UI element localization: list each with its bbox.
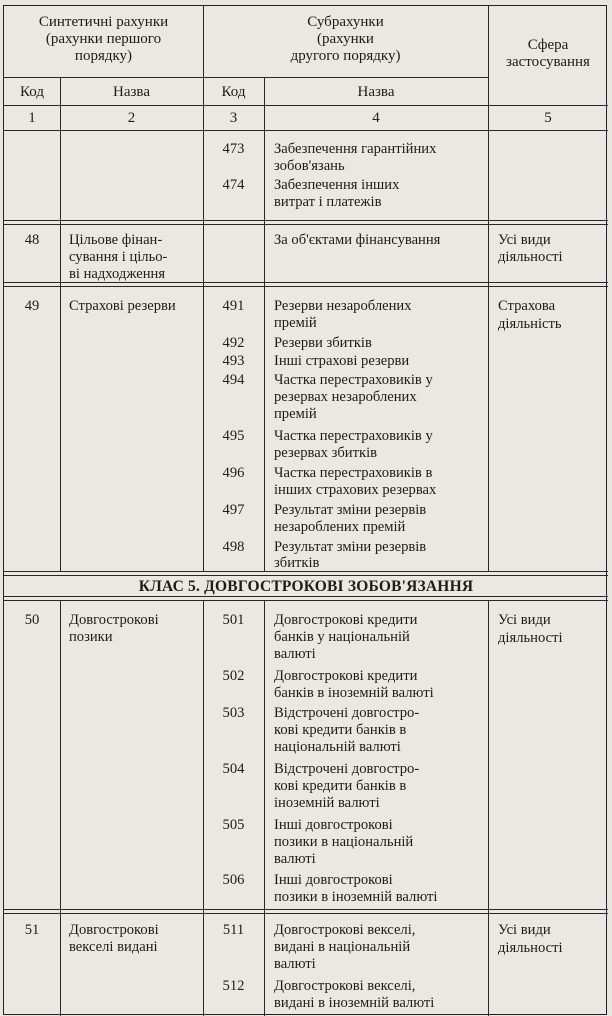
subaccount-name: валюті: [274, 851, 316, 867]
subaccount-name: Результат зміни резервів: [274, 502, 427, 518]
account-code: 48: [24, 232, 40, 248]
scope-text: Усі види: [498, 922, 551, 938]
scope-text: діяльності: [498, 630, 563, 646]
row-rule: [4, 600, 608, 601]
subaccount-code: 501: [222, 612, 245, 628]
column-rule: [60, 600, 61, 1016]
subaccount-code: 498: [222, 539, 245, 555]
subaccount-name: Забезпечення гарантійних: [274, 141, 437, 157]
subaccount-name: Відстрочені довгостро-: [274, 761, 420, 777]
subaccount-code: 511: [222, 922, 245, 938]
column-number: 2: [127, 110, 136, 126]
subaccount-name: іноземній валюті: [274, 795, 380, 811]
subaccount-name: валюті: [274, 646, 316, 662]
account-name: сування і цільо-: [69, 249, 168, 265]
subaccount-name: видані в національній: [274, 939, 411, 955]
header-code: Код: [20, 84, 44, 100]
subaccount-name: позики в національній: [274, 834, 414, 850]
subaccount-code: 494: [222, 372, 245, 388]
column-rule: [488, 6, 489, 571]
header-rule: [4, 105, 608, 106]
column-rule: [264, 600, 265, 1016]
subaccount-name: витрат і платежів: [274, 194, 382, 210]
subaccount-name: банків в іноземній валюті: [274, 685, 434, 701]
subaccount-name: банків у національній: [274, 629, 410, 645]
account-code: 49: [24, 298, 40, 314]
subaccount-name: національній валюті: [274, 739, 401, 755]
subaccount-name: резервах незароблених: [274, 389, 417, 405]
subaccount-name: Відстрочені довгостро-: [274, 705, 420, 721]
account-name: Довгострокові: [69, 612, 159, 628]
subaccount-name: Резерви збитків: [274, 335, 372, 351]
row-rule: [4, 575, 608, 576]
row-rule: [4, 596, 608, 597]
column-number: 3: [229, 110, 238, 126]
subaccount-name: Довгострокові векселі,: [274, 922, 416, 938]
column-rule: [264, 77, 265, 571]
subaccount-name: кові кредити банків в: [274, 778, 407, 794]
subaccount-name: Інші довгострокові: [274, 817, 393, 833]
scope-text: діяльності: [498, 249, 563, 265]
subaccount-code: 474: [222, 177, 245, 193]
account-name: ві надходження: [69, 266, 166, 282]
subaccount-name: позики в іноземній валюті: [274, 889, 438, 905]
header-name-sub: Назва: [357, 84, 395, 100]
subaccount-code: 496: [222, 465, 245, 481]
subaccount-name: премій: [274, 406, 317, 422]
account-code: 50: [24, 612, 40, 628]
scope-text: діяльність: [498, 316, 562, 332]
subaccount-code: 491: [222, 298, 245, 314]
subaccount-name: валюті: [274, 956, 316, 972]
accounts-table: [3, 5, 607, 1015]
account-code: 51: [24, 922, 40, 938]
subaccount-name: збитків: [274, 555, 320, 571]
class-title: КЛАС 5. ДОВГОСТРОКОВІ ЗОБОВ'ЯЗАННЯ: [138, 578, 474, 595]
header-rule: [4, 77, 488, 78]
header-synthetic-accounts: Синтетичні рахунки (рахунки першого порядку): [38, 14, 169, 64]
subaccount-name: премій: [274, 315, 317, 331]
subaccount-name: Частка перестраховиків у: [274, 372, 433, 388]
subaccount-code: 512: [222, 978, 245, 994]
header-rule: [4, 130, 608, 131]
column-number: 1: [28, 110, 36, 126]
account-name: Страхові резерви: [69, 298, 176, 314]
subaccount-code: 492: [222, 335, 245, 351]
subaccount-name: Результат зміни резервів: [274, 539, 427, 555]
subaccount-name: Довгострокові кредити: [274, 612, 418, 628]
row-rule: [4, 909, 608, 910]
subaccount-code: 502: [222, 668, 245, 684]
account-name: векселі видані: [69, 939, 158, 955]
subaccount-code: 473: [222, 141, 245, 157]
subaccount-code: 505: [222, 817, 245, 833]
column-number: 4: [372, 110, 380, 126]
scope-text: Усі види: [498, 612, 551, 628]
row-rule: [4, 286, 608, 287]
scope-text: Усі види: [498, 232, 551, 248]
scope-text: Страхова: [498, 298, 556, 314]
subaccount-name: Інші довгострокові: [274, 872, 393, 888]
header-code-sub: Код: [221, 84, 246, 100]
column-number: 5: [544, 110, 552, 126]
column-rule: [203, 600, 204, 1016]
subaccount-name: Інші страхові резерви: [274, 353, 410, 369]
subaccount-name: За об'єктами фінансування: [274, 232, 441, 248]
row-rule: [4, 220, 608, 221]
header-subaccounts: Субрахунки (рахунки другого порядку): [290, 14, 401, 64]
subaccount-name: резервах збитків: [274, 445, 378, 461]
subaccount-name: Довгострокові кредити: [274, 668, 418, 684]
account-name: позики: [69, 629, 113, 645]
column-rule: [60, 77, 61, 571]
subaccount-name: зобов'язань: [274, 158, 345, 174]
subaccount-name: Забезпечення інших: [274, 177, 400, 193]
column-rule: [488, 600, 489, 1016]
subaccount-name: Частка перестраховиків у: [274, 428, 433, 444]
subaccount-name: інших страхових резервах: [274, 482, 437, 498]
account-name: Довгострокові: [69, 922, 159, 938]
subaccount-name: незароблених премій: [274, 519, 406, 535]
subaccount-code: 497: [222, 502, 245, 518]
subaccount-code: 503: [222, 705, 245, 721]
subaccount-name: Резерви незароблених: [274, 298, 412, 314]
subaccount-name: Частка перестраховиків в: [274, 465, 433, 481]
subaccount-name: Довгострокові векселі,: [274, 978, 416, 994]
row-rule: [4, 224, 608, 225]
subaccount-code: 495: [222, 428, 245, 444]
header-scope: Сфера застосування: [506, 37, 590, 70]
scope-text: діяльності: [498, 940, 563, 956]
subaccount-code: 504: [222, 761, 245, 777]
subaccount-code: 493: [222, 353, 245, 369]
account-name: Цільове фінан-: [69, 232, 163, 248]
subaccount-name: видані в іноземній валюті: [274, 995, 435, 1011]
subaccount-code: 506: [222, 872, 245, 888]
row-rule: [4, 913, 608, 914]
subaccount-name: кові кредити банків в: [274, 722, 407, 738]
header-name: Назва: [113, 84, 150, 100]
